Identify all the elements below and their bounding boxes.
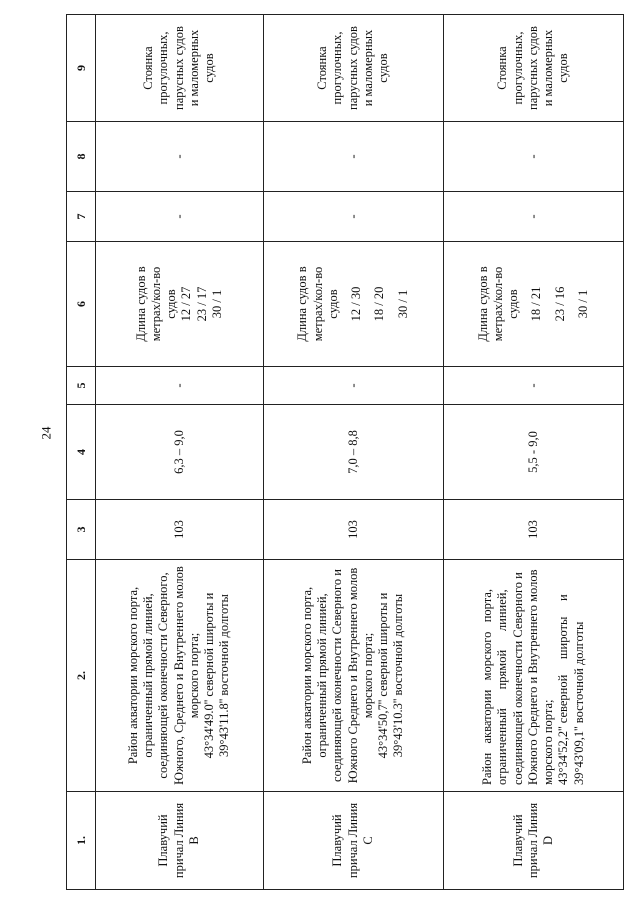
description-line: ограниченный прямой линией,: [315, 593, 330, 758]
purpose-line: судов: [376, 53, 391, 83]
header-col-5: 5: [67, 367, 96, 405]
length-header-line: судов: [164, 289, 179, 319]
purpose-line: парусных судов: [171, 26, 186, 110]
depth-cell: 6,3 – 9,0: [96, 405, 264, 500]
header-row: [67, 15, 96, 890]
col8-cell: -: [443, 122, 623, 192]
description-line: Район акватории морского порта,: [125, 586, 140, 765]
purpose-line: Стоянка: [495, 46, 510, 90]
header-col-8: 8: [67, 122, 96, 192]
spacer: [364, 248, 372, 360]
berth-name-line: причал Линия: [525, 802, 540, 879]
rotated-table: [66, 15, 624, 890]
berth-name-line: C: [360, 836, 375, 845]
length-header-line: Длина судов в: [295, 266, 310, 342]
description-line: морского порта;: [360, 632, 375, 719]
header-col-3: 3: [67, 500, 96, 560]
description-line: Район акватории морского порта,: [480, 588, 494, 785]
length-value: 23 / 17: [194, 286, 209, 322]
purpose-line: Стоянка: [315, 46, 330, 90]
length-header-line: судов: [325, 289, 340, 319]
table-row: [263, 15, 443, 890]
description-line: Южного Среднего и Внутреннего молов: [525, 569, 540, 785]
length-value: 18 / 20: [372, 286, 387, 322]
purpose-cell: [263, 15, 443, 122]
header-col-1: 1.: [67, 792, 96, 890]
berth-name-line: причал Линия: [345, 802, 360, 879]
berth-name-line: причал Линия: [171, 802, 186, 879]
col3-cell: 103: [263, 500, 443, 560]
purpose-line: Стоянка: [141, 46, 156, 90]
description-line: Южного Среднего и Внутреннего молов: [345, 567, 360, 784]
col7-cell: -: [443, 192, 623, 242]
description-line: 39°43'10.3'' восточной долготы: [391, 593, 406, 758]
berth-table-container: [66, 15, 624, 890]
berth-name-line: Плавучий: [510, 814, 525, 867]
col7-cell: -: [263, 192, 443, 242]
purpose-line: прогулочных,: [510, 31, 525, 105]
depth-cell: 7,0 – 8,8: [263, 405, 443, 500]
purpose-line: парусных судов: [345, 26, 360, 110]
berth-name-line: Плавучий: [156, 814, 171, 867]
length-header-line: Длина судов в: [475, 266, 490, 342]
description-line: 39°43'11.8'' восточной долготы: [217, 594, 232, 757]
length-header-line: метрах/кол-во: [310, 266, 325, 342]
berth-name-line: B: [186, 836, 201, 845]
description-line: соединяющей оконечности Северного и: [330, 569, 345, 782]
spacer: [388, 248, 396, 360]
vessel-length-cell: [263, 242, 443, 367]
col5-cell: -: [443, 367, 623, 405]
purpose-line: судов: [556, 53, 571, 83]
description-line: морского порта;: [186, 632, 201, 719]
berth-name-cell: [443, 792, 623, 890]
berth-description-cell: [443, 560, 623, 792]
length-header-line: метрах/кол-во: [148, 266, 163, 342]
length-value: 18 / 21: [529, 286, 544, 322]
purpose-line: и маломерных: [541, 29, 555, 107]
description-line: 43°34'52,2'' северной широты и: [556, 594, 571, 785]
col7-cell: -: [96, 192, 264, 242]
spacer: [545, 248, 553, 360]
description-line: 43°34'49.0'' северной широты и: [202, 592, 217, 759]
depth-cell: 5,5 - 9,0: [443, 405, 623, 500]
berth-name-line: D: [541, 835, 555, 846]
length-header-line: метрах/кол-во: [490, 266, 505, 342]
header-col-2: 2.: [67, 560, 96, 792]
description-line: ограниченный прямой линией,: [495, 589, 510, 785]
description-line: Район акватории морского порта,: [299, 586, 314, 765]
description-line: морского порта;: [541, 699, 555, 785]
description-line: 43°34'50,7'' северной широты и: [376, 592, 391, 759]
length-value: 30 / 1: [209, 289, 224, 319]
description-line: ограниченный прямой линией,: [141, 593, 156, 758]
length-value: 12 / 27: [179, 286, 194, 322]
length-value: 12 / 30: [349, 286, 364, 322]
header-col-4: 4: [67, 405, 96, 500]
purpose-line: прогулочных,: [330, 31, 345, 105]
length-header-line: Длина судов в: [133, 266, 148, 342]
description-line: 39°43'09,1'' восточной долготы: [571, 621, 586, 785]
length-value: 30 / 1: [575, 289, 590, 319]
col8-cell: -: [96, 122, 264, 192]
berth-name-cell: [263, 792, 443, 890]
description-line: Южного, Среднего и Внутреннего молов: [171, 566, 186, 785]
berth-name-cell: [96, 792, 264, 890]
berth-table: [66, 14, 624, 890]
table-row: [96, 15, 264, 890]
length-header-line: судов: [506, 289, 521, 319]
purpose-cell: [443, 15, 623, 122]
spacer: [521, 248, 529, 360]
col5-cell: -: [96, 367, 264, 405]
purpose-line: прогулочных,: [156, 31, 171, 105]
col3-cell: 103: [96, 500, 264, 560]
berth-description-cell: [263, 560, 443, 792]
header-col-6: 6: [67, 242, 96, 367]
vessel-length-cell: [96, 242, 264, 367]
purpose-line: и маломерных: [360, 29, 375, 107]
vessel-length-cell: [443, 242, 623, 367]
col5-cell: -: [263, 367, 443, 405]
col3-cell: 103: [443, 500, 623, 560]
purpose-cell: [96, 15, 264, 122]
table-row: [443, 15, 623, 890]
berth-description-cell: [96, 560, 264, 792]
spacer: [568, 248, 576, 360]
purpose-line: судов: [202, 53, 217, 83]
length-value: 23 / 16: [552, 286, 567, 322]
header-col-7: 7: [67, 192, 96, 242]
page-number: 24: [38, 426, 54, 440]
description-line: соединяющей оконечности Северного и: [510, 572, 525, 785]
spacer: [341, 248, 349, 360]
col8-cell: -: [263, 122, 443, 192]
header-col-9: 9: [67, 15, 96, 122]
purpose-line: и маломерных: [186, 29, 201, 107]
length-value: 30 / 1: [395, 289, 410, 319]
description-line: соединяющей оконечности Северного,: [156, 572, 171, 779]
purpose-line: парусных судов: [525, 26, 540, 110]
berth-name-line: Плавучий: [330, 814, 345, 867]
